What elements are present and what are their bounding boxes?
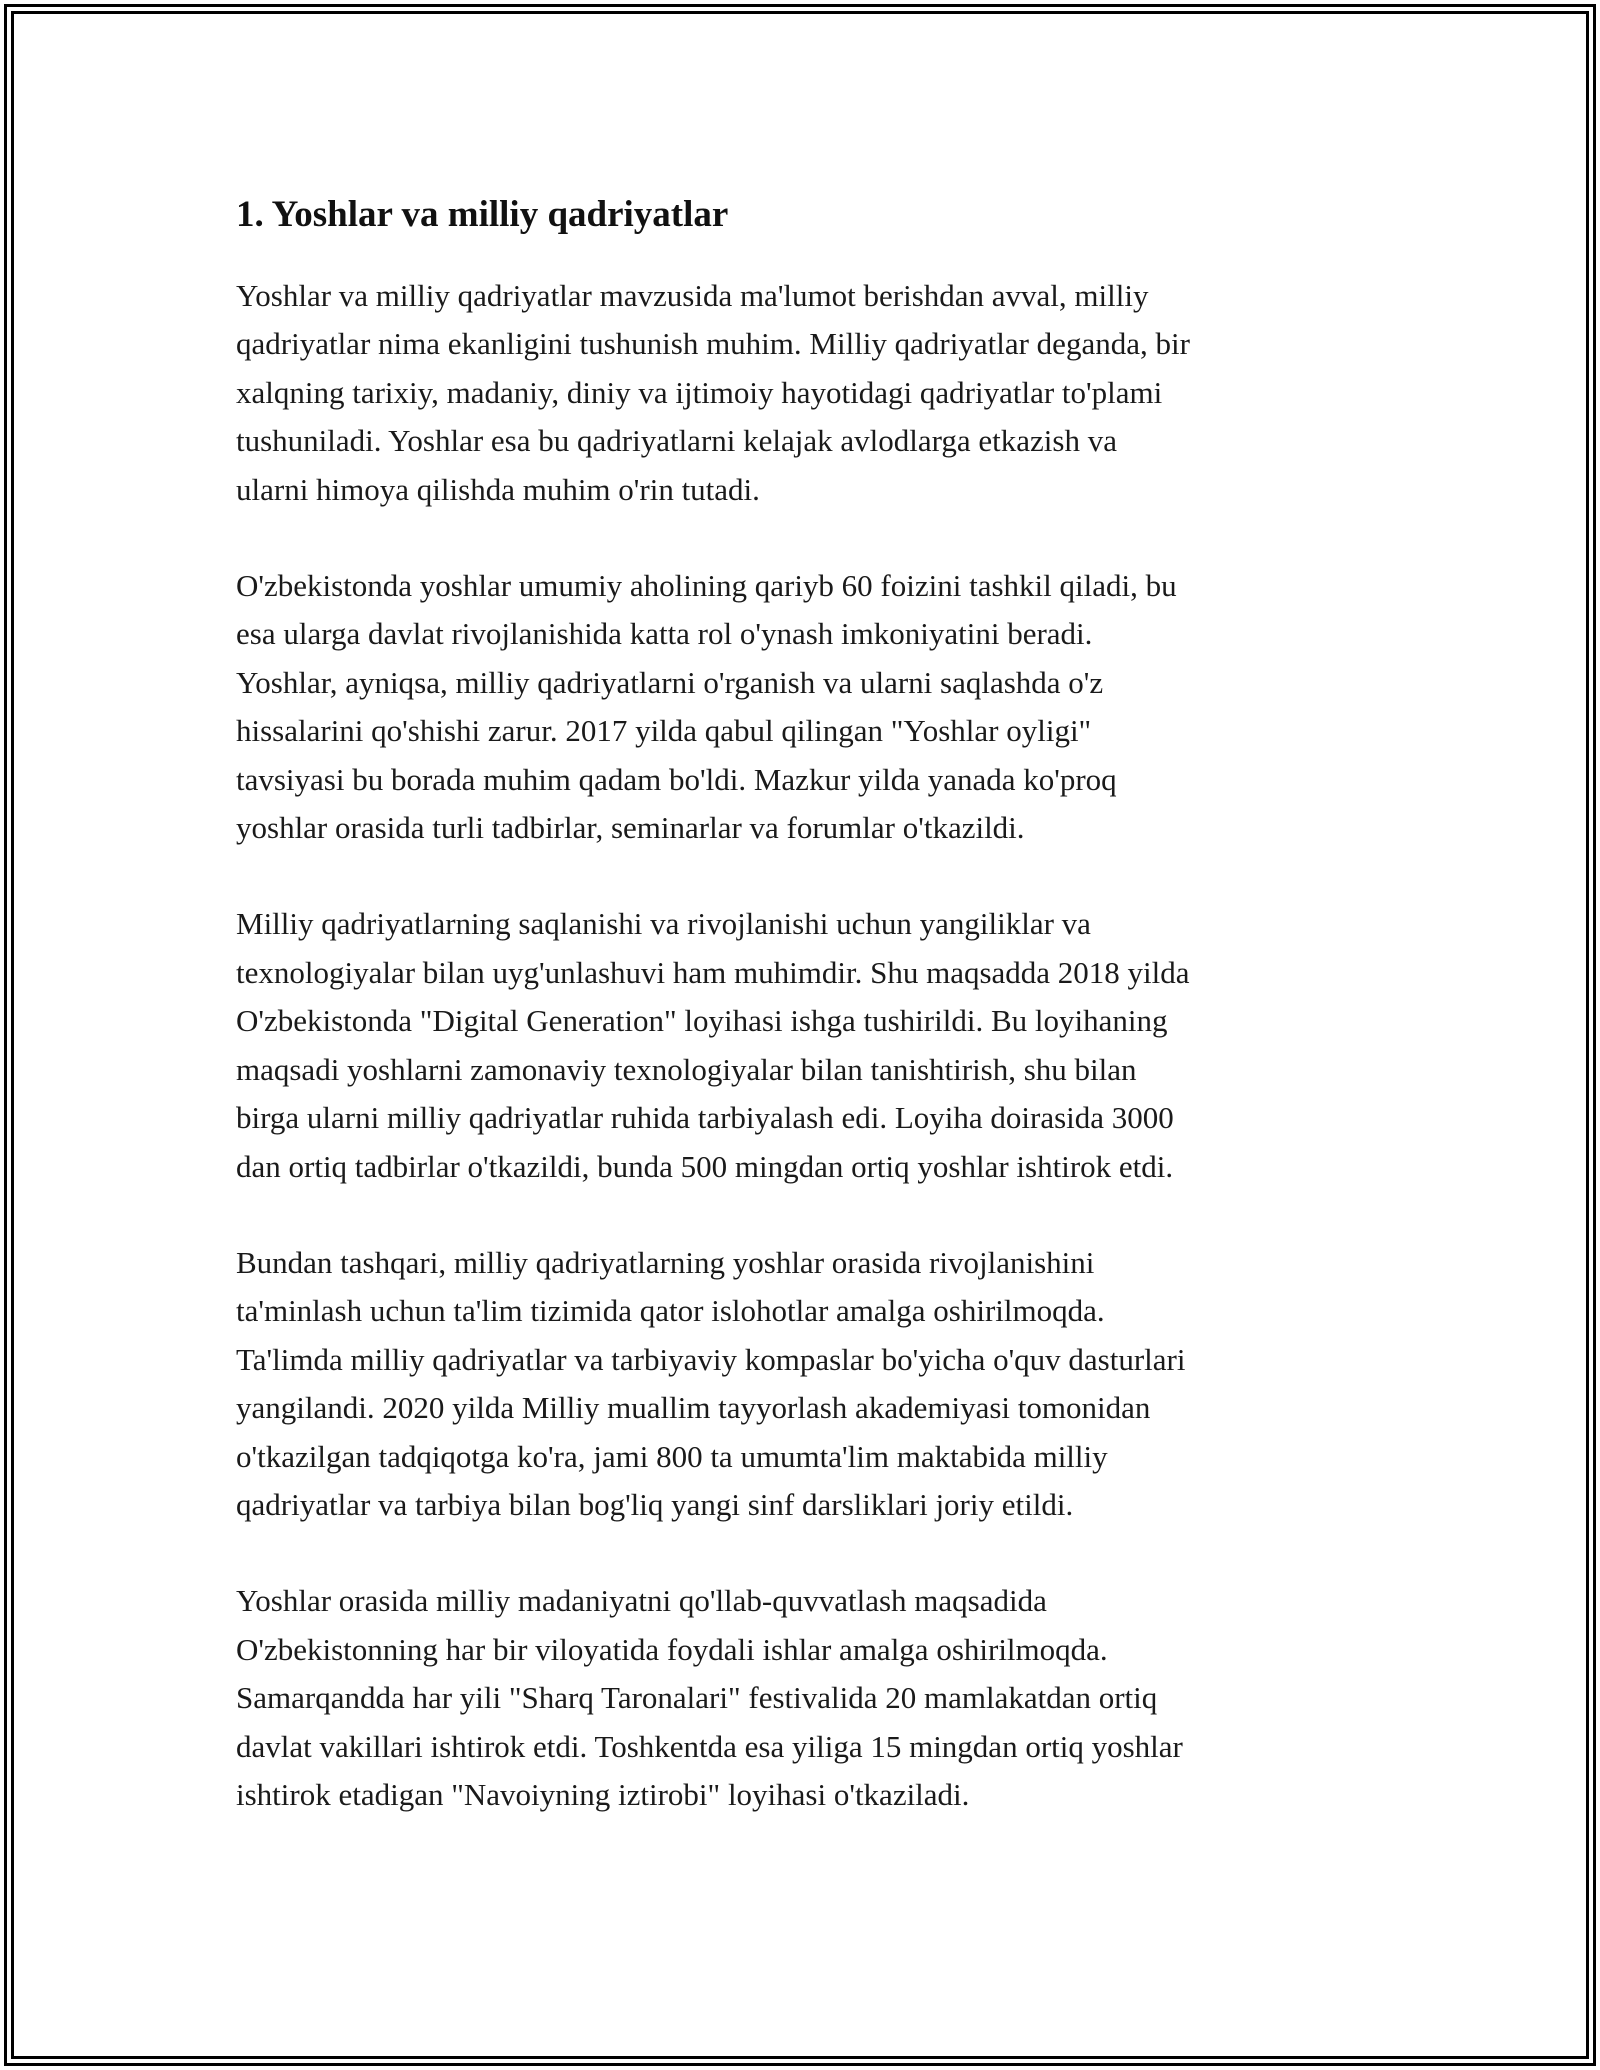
paragraph-3: Milliy qadriyatlarning saqlanishi va rivojlanishi uchun yangiliklar va texnologiyalar bilan uyg'unlashuvi ham muhimdir. Shu maqsadda 2018 yilda O'zbekistonda "Digital Generation" loyihasi ishga tushirildi. Bu loyihaning maqsadi yoshlarni zamonaviy texnologiyalar bilan tanishtirish, shu bilan birga ularni milliy qadriyatlar ruhida tarbiyalash edi. Loyiha doirasida 3000 dan ortiq tadbirlar o'tkazildi, bunda 500 mingdan ortiq yoshlar ishtirok etdi. <box>236 906 1190 1184</box>
paragraph-5: Yoshlar orasida milliy madaniyatni qo'llab-quvvatlash maqsadida O'zbekistonning har bir viloyatida foydali ishlar amalga oshirilmoqda. Samarqandda har yili "Sharq Taronalari" festivalida 20 mamlakatdan ortiq davlat vakillari ishtirok etdi. Toshkentda esa yiliga 15 mingdan ortiq yoshlar ishtirok etadigan "Navoiyning iztirobi" loyihasi o'tkaziladi. <box>236 1583 1183 1812</box>
paragraph-2: O'zbekistonda yoshlar umumiy aholining qariyb 60 foizini tashkil qiladi, bu esa ularga davlat rivojlanishida katta rol o'ynash imkoniyatini beradi. Yoshlar, ayniqsa, milliy qadriyatlarni o'rganish va ularni saqlashda o'z hissalarini qo'shishi zarur. 2017 yilda qabul qilingan "Yoshlar oyligi" tavsiyasi bu borada muhim qadam bo'ldi. Mazkur yilda yanada ko'proq yoshlar orasida turli tadbirlar, seminarlar va forumlar o'tkazildi. <box>236 568 1177 846</box>
paragraph-4: Bundan tashqari, milliy qadriyatlarning yoshlar orasida rivojlanishini ta'minlash uchun ta'lim tizimida qator islohotlar amalga oshirilmoqda. Ta'limda milliy qadriyatlar va tarbiyaviy kompaslar bo'yicha o'quv dasturlari yangilandi. 2020 yilda Milliy muallim tayyorlash akademiyasi tomonidan o'tkazilgan tadqiqotga ko'ra, jami 800 ta umumta'lim maktabida milliy qadriyatlar va tarbiya bilan bog'liq yangi sinf darsliklari joriy etildi. <box>236 1244 1186 1522</box>
document-body <box>236 190 1376 1867</box>
paragraph-1: Yoshlar va milliy qadriyatlar mavzusida ma'lumot berishdan avval, milliy qadriyatlar nima ekanligini tushunish muhim. Milliy qadriyatlar deganda, bir xalqning tarixiy, madaniy, diniy va ijtimoiy hayotidagi qadriyatlar to'plami tushuniladi. Yoshlar esa bu qadriyatlarni kelajak avlodlarga etkazish va ularni himoya qilishda muhim o'rin tutadi. <box>236 278 1190 507</box>
section-title: 1. Yoshlar va milliy qadriyatlar <box>236 194 729 235</box>
